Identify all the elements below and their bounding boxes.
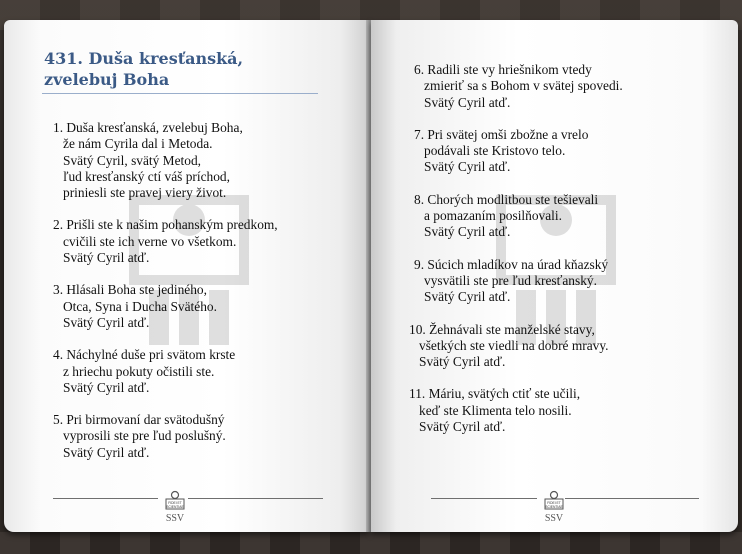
verse-1 [53,120,278,201]
verse-line: Svätý Cyril atď. [419,419,506,435]
open-book [0,14,742,542]
logo-letters: SSV [165,513,185,522]
verse-3 [409,192,623,241]
verse-2 [53,217,278,266]
verse-first-line: 11. Máriu, svätých ctiť ste učili, [409,386,581,402]
verse-line: Svätý Cyril atď. [63,379,150,395]
right-footer [431,490,699,520]
logo-motto-line2: SCIENTIAE [166,505,184,509]
verse-line: Svätý Cyril atď. [424,94,511,110]
footer-rule-left [431,498,537,499]
title-divider [42,93,318,94]
verse-line: vyprosili ste pre ľud poslušný. [63,428,226,444]
verse-first-line: 9. Súcich mladíkov na úrad kňazský [414,256,609,272]
ssv-seal-icon [164,490,186,522]
verse-line: Svätý Cyril atď. [424,289,511,305]
verse-line: ľud kresťanský ctí váš príchod, [63,168,230,184]
verse-6 [409,386,623,435]
logo-motto-line2: SCIENTIAE [545,505,563,509]
verse-5 [53,412,278,461]
verse-line: Svätý Cyril atď. [63,314,150,330]
ssv-seal-icon [543,490,565,522]
left-footer [53,490,323,520]
verse-line: a pomazaním posilňovali. [424,208,562,224]
verse-line: všetkých ste viedli na dobré mravy. [419,337,609,353]
verse-4 [409,257,623,306]
verse-3 [53,282,278,331]
verse-line: Svätý Cyril atď. [419,354,506,370]
verse-2 [409,127,623,176]
verse-line: Svätý Cyril atď. [424,159,511,175]
verse-4 [53,347,278,396]
footer-rule-right [188,498,323,499]
verse-first-line: 7. Pri svätej omši zbožne a vrelo [414,126,589,142]
verse-line: Svätý Cyril atď. [63,444,150,460]
verse-1 [409,62,623,111]
verse-line: že nám Cyrila dal i Metoda. [63,136,213,152]
logo-motto-line1: FIDEI ET [547,501,561,505]
right-verses [409,62,623,451]
verse-line: Svätý Cyril, svätý Metod, [63,152,201,168]
right-page [371,20,738,532]
verse-line: priniesli ste pravej viery život. [63,185,227,201]
footer-rule-left [53,498,158,499]
verse-line: Svätý Cyril atď. [63,250,150,266]
verse-first-line: 4. Náchylné duše pri svätom krste [53,347,236,363]
page-title: 431. Duša kresťanská, zvelebuj Boha [44,49,244,89]
verse-first-line: 10. Žehnávali ste manželské stavy, [409,321,595,337]
verse-5 [409,322,623,371]
verse-line: z hriechu pokuty očistili ste. [63,363,215,379]
verse-first-line: 1. Duša kresťanská, zvelebuj Boha, [53,120,243,135]
left-page [4,20,369,532]
left-verses [53,120,278,477]
verse-line: keď ste Klimenta telo nosili. [419,402,572,418]
logo-motto-line1: FIDEI ET [168,501,182,505]
footer-rule-right [565,498,699,499]
logo-letters: SSV [544,513,564,522]
verse-first-line: 2. Prišli ste k našim pohanským predkom, [53,217,278,233]
verse-line: zmieriť sa s Bohom v svätej spovedi. [424,78,623,94]
verse-first-line: 8. Chorých modlitbou ste tešievali [414,191,599,207]
verse-line: cvičili ste ich verne vo všetkom. [63,233,237,249]
verse-first-line: 3. Hlásali Boha ste jediného, [53,282,207,298]
verse-first-line: 5. Pri birmovaní dar svätodušný [53,412,225,428]
verse-line: Otca, Syna i Ducha Svätého. [63,298,217,314]
verse-line: vysvätili ste pre ľud kresťanský. [424,272,597,288]
verse-line: podávali ste Kristovo telo. [424,143,566,159]
verse-first-line: 6. Radili ste vy hriešnikom vtedy [414,62,592,77]
verse-line: Svätý Cyril atď. [424,224,511,240]
